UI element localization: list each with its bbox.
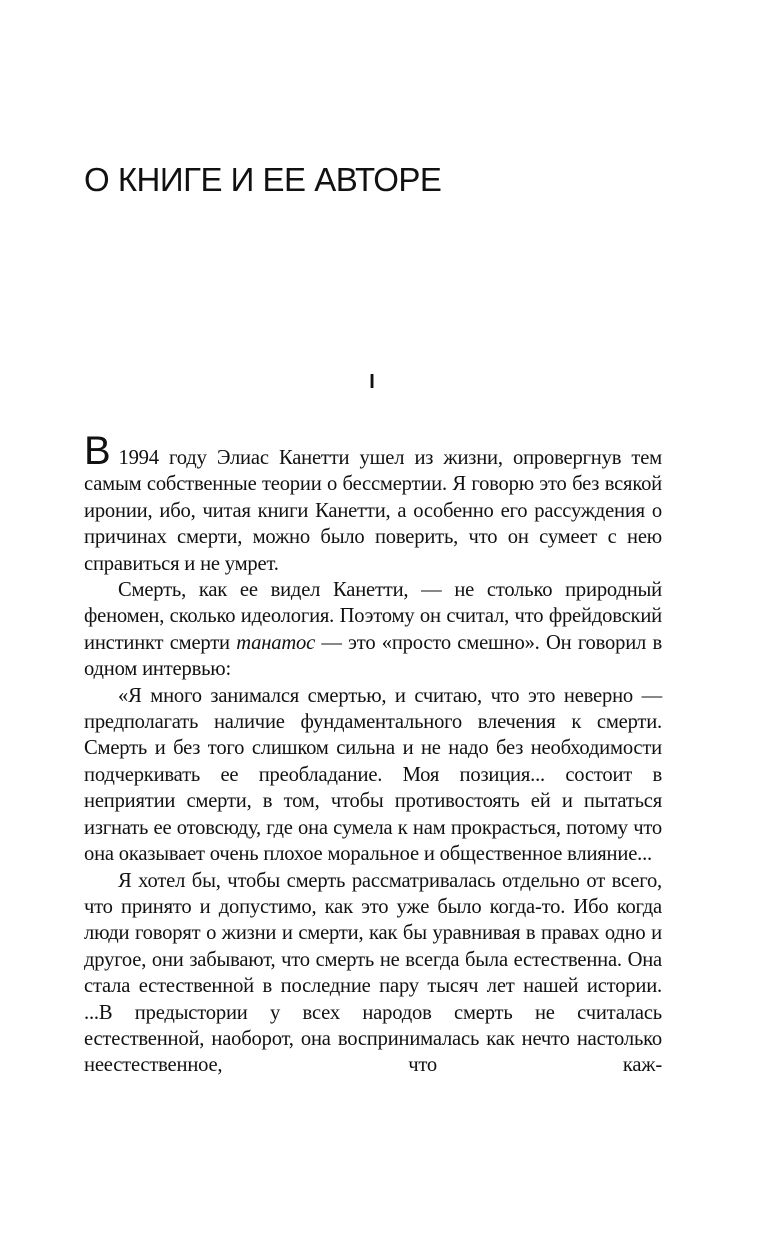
section-number: I	[369, 371, 375, 393]
paragraph-2	[84, 577, 662, 683]
paragraph-2-text-start: Смерть, как ее видел Канетти, — не столько природный феномен, сколько идеология. Поэтому он считал, что фрейдовский инстинкт смерти	[84, 579, 662, 654]
drop-cap: В	[84, 429, 111, 473]
paragraph-4: Я хотел бы, чтобы смерть рассматривалась отдельно от всего, что принято и допустимо, как это уже было когда-то. Ибо когда люди говорят о жизни и смерти, как бы уравнивая в правах одно и другое, они забывают, что смерть не всегда была естественна. Она стала естественной в последние пару тысяч лет нашей истории. ...В предыстории у всех народов смерть не считалась естественной, наоборот, она воспринималась как нечто настолько неестественное, что каж-	[84, 869, 662, 1077]
paragraph-1	[84, 429, 662, 577]
paragraph-1-text: 1994 году Элиас Канетти ушел из жизни, опровергнув тем самым собственные теории о бессмертии. Я говорю это без всякой иронии, ибо, читая книги Канетти, а особенно его рассуждения о причинах смерти, можно было поверить, что он сумеет с нею справиться и не умрет.	[84, 447, 662, 575]
italic-term: танатос	[236, 631, 316, 654]
body-text	[84, 429, 662, 1079]
paragraph-3: «Я много занимался смертью, и считаю, что это неверно — предполагать наличие фундаментального влечения к смерти. Смерть и без того слишком сильна и не надо без необходимости подчеркивать ее преобладание. Моя позиция... состоит в неприятии смерти, в том, чтобы противостоять ей и пытаться изгнать ее отовсюду, где она сумела к нам прокрасться, потому что она оказывает очень плохое моральное и общественное влияние...	[84, 684, 662, 866]
chapter-title: О КНИГЕ И ЕЕ АВТОРЕ	[84, 161, 442, 198]
paragraph-2-text-end: — это «просто смешно». Он говорил в одном интервью:	[84, 631, 662, 681]
